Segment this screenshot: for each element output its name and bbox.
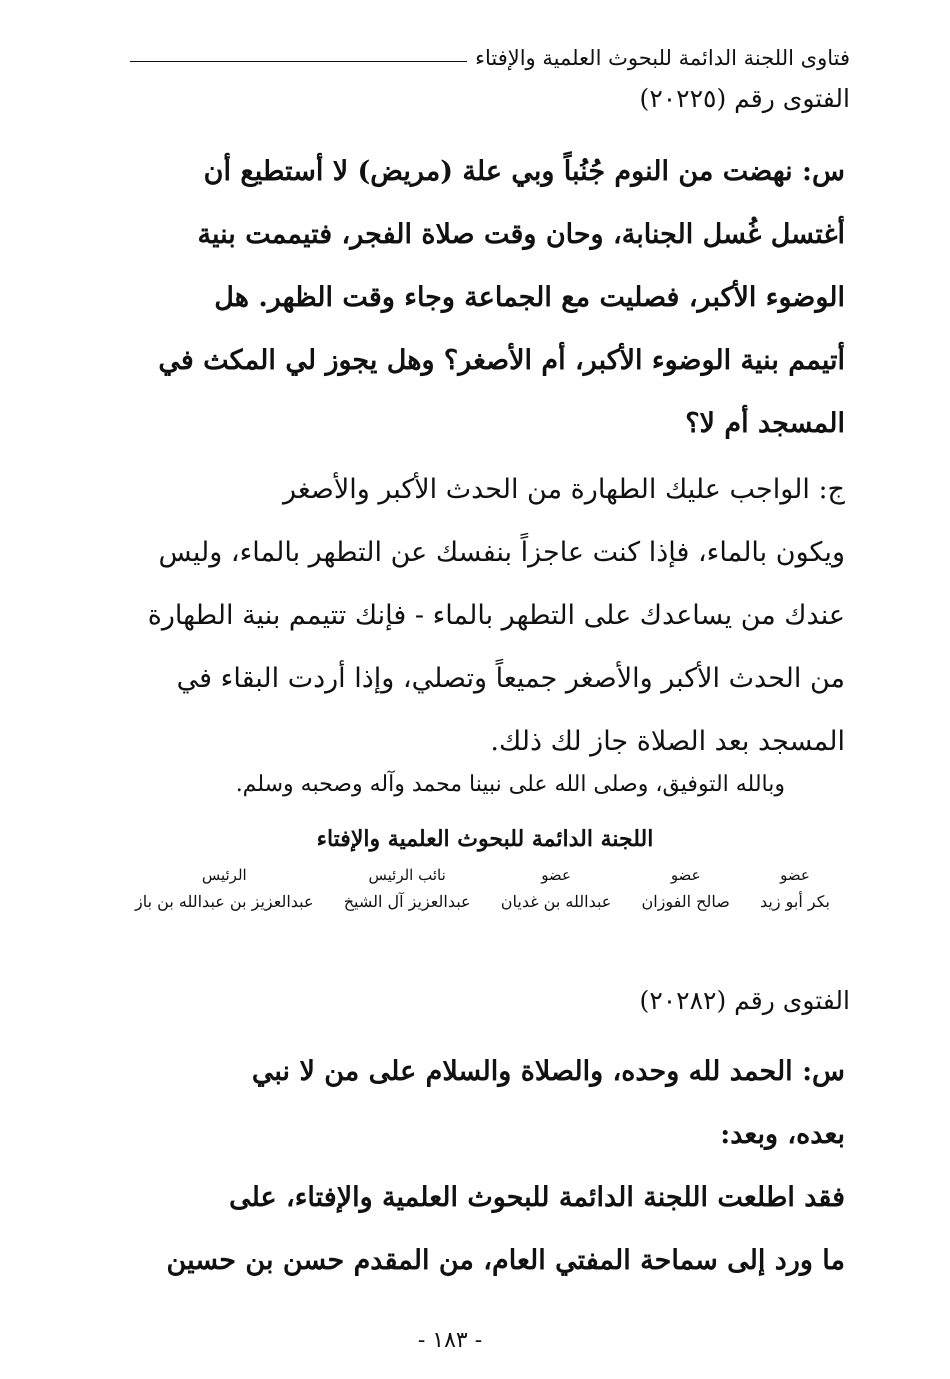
- text-line: الوضوء الأكبر، فصليت مع الجماعة وجاء وقت الظهر. هل: [214, 282, 845, 313]
- signatory: [135, 866, 314, 911]
- signatory-name: عبدالعزيز آل الشيخ: [343, 892, 471, 911]
- question-text: [130, 1040, 845, 1292]
- running-header: [130, 30, 850, 70]
- signatory: [501, 866, 612, 911]
- signatory-role: عضو: [541, 866, 571, 884]
- signatory: [760, 866, 830, 911]
- signatory-name: بكر أبو زيد: [759, 892, 830, 911]
- header-rule: [130, 61, 467, 62]
- text-line: س: الحمد لله وحده، والصلاة والسلام على من لا نبي: [251, 1056, 845, 1087]
- signatory-role: الرئيس: [201, 866, 247, 884]
- question-text: [130, 140, 845, 455]
- signatory-role: عضو: [780, 866, 810, 884]
- signatory-name: صالح الفوزان: [641, 892, 730, 911]
- text-line: ما ورد إلى سماحة المفتي العام، من المقدم حسن بن حسين: [166, 1245, 845, 1276]
- text-line: س: نهضت من النوم جُنُباً وبي علة (مريض) لا أستطيع أن: [203, 156, 845, 187]
- text-line: ويكون بالماء، فإذا كنت عاجزاً بنفسك عن التطهر بالماء، وليس: [158, 537, 845, 568]
- signatory-role: نائب الرئيس: [368, 866, 446, 884]
- signatories: [135, 866, 830, 911]
- text-line: أغتسل غُسل الجنابة، وحان وقت صلاة الفجر، فتيممت بنية: [197, 219, 845, 250]
- text-line: فقد اطلعت اللجنة الدائمة للبحوث العلمية والإفتاء، على: [229, 1182, 845, 1213]
- signatory-role: عضو: [670, 866, 701, 884]
- signatory-name: عبدالعزيز بن عبدالله بن باز: [135, 892, 314, 911]
- text-line: ج: الواجب عليك الطهارة من الحدث الأكبر والأصغر: [282, 474, 845, 505]
- text-line: المسجد بعد الصلاة جاز لك ذلك.: [490, 726, 845, 757]
- text-line: أتيمم بنية الوضوء الأكبر، أم الأصغر؟ وهل يجوز لي المكث في: [158, 345, 845, 376]
- book-title: فتاوى اللجنة الدائمة للبحوث العلمية والإفتاء: [475, 46, 850, 70]
- answer-text: [130, 458, 845, 773]
- signatory: [344, 866, 471, 911]
- committee-name: اللجنة الدائمة للبحوث العلمية والإفتاء: [316, 826, 654, 852]
- text-line: بعده، وبعد:: [720, 1119, 845, 1150]
- text-line: المسجد أم لا؟: [685, 408, 845, 439]
- closing-prayer: وبالله التوفيق، وصلى الله على نبينا محمد وآله وصحبه وسلم.: [235, 772, 785, 797]
- fatwa-number: الفتوى رقم (٢٠٢٢٥): [639, 84, 850, 113]
- signatory-name: عبدالله بن غديان: [500, 892, 612, 911]
- page-number: - ١٨٣ -: [417, 1328, 483, 1353]
- signatory: [641, 866, 729, 911]
- fatwa-number: الفتوى رقم (٢٠٢٨٢): [639, 986, 850, 1015]
- text-line: من الحدث الأكبر والأصغر جميعاً وتصلي، وإذا أردت البقاء في: [176, 663, 845, 694]
- text-line: عندك من يساعدك على التطهر بالماء - فإنك تتيمم بنية الطهارة: [147, 600, 845, 631]
